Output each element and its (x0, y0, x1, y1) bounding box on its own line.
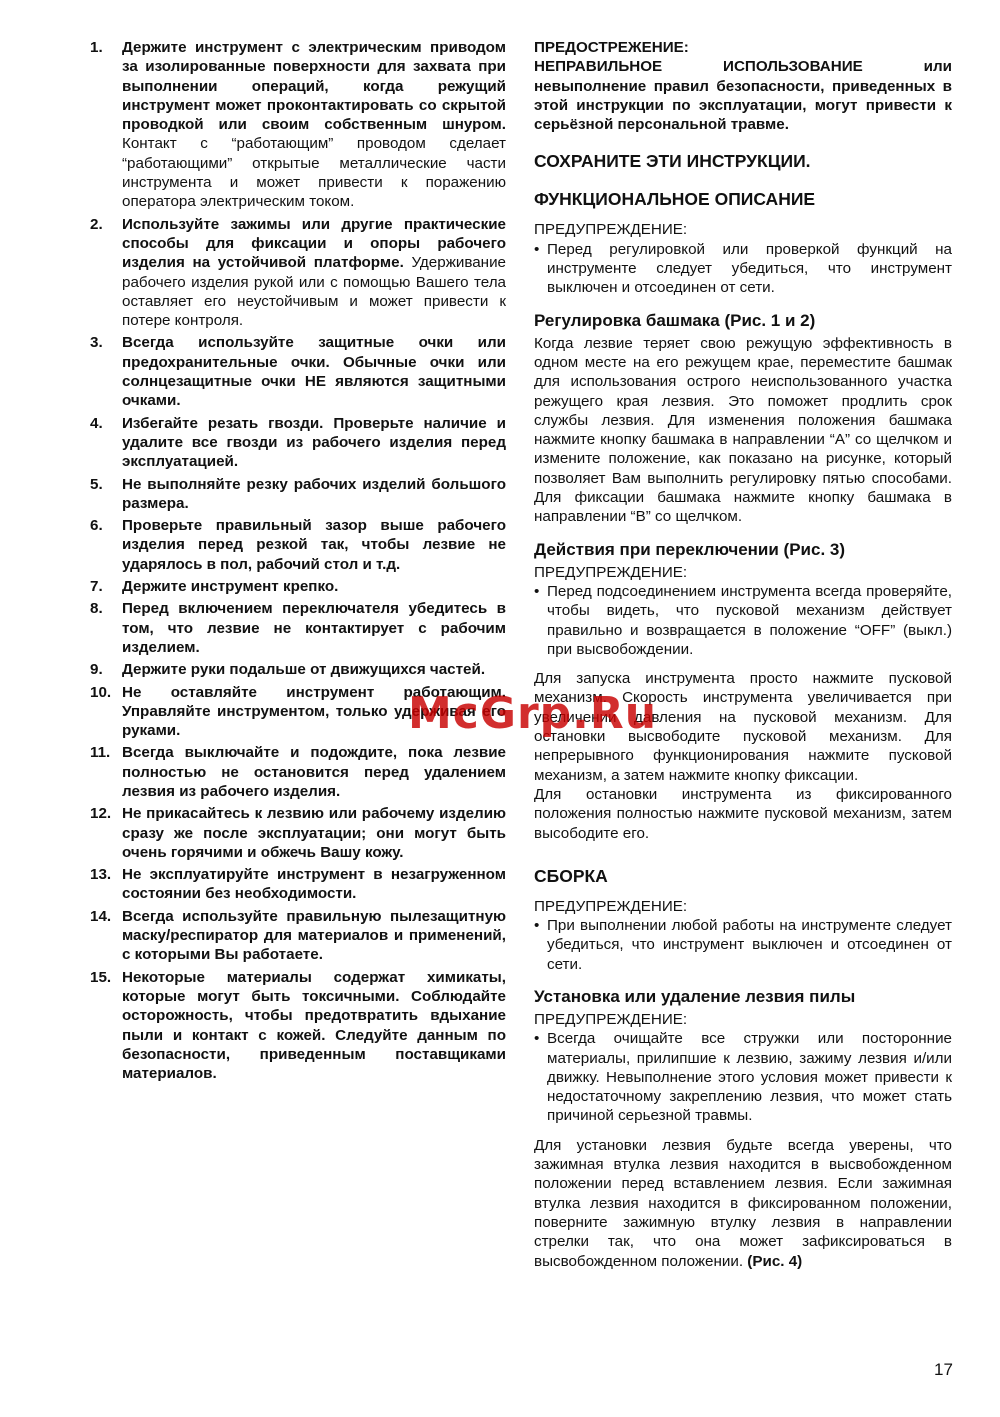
blade-install-body: Для установки лезвия будьте всегда уверены, что зажимная втулка лезвия находится в высвобожденном положении перед вставлением лезвия. Если зажимная втулка лезвия находится в фиксированном положении, поверните зажимную втулку лезвия в направлении стрелки так, что она может зафиксироваться в высвобожденном положении. (534, 1136, 952, 1270)
bullet-item (534, 1029, 952, 1125)
rule-bold-text: Не выполняйте резку рабочих изделий большого размера. (122, 475, 506, 512)
rule-bold-text: Используйте зажимы или другие практические способы для фиксации и опоры рабочего изделия на устойчивой платформе. (122, 215, 506, 272)
safety-rule-item (90, 743, 506, 801)
rule-number: 4. (90, 414, 103, 432)
bullet-item (534, 240, 952, 298)
rule-bold-text: Всегда используйте правильную пылезащитную маску/респиратор для материалов и применений, с которыми Вы работаете. (122, 907, 506, 964)
switch-action-heading: Действия при переключении (Рис. 3) (534, 539, 846, 559)
bullet-icon: • (534, 1030, 540, 1048)
rule-number: 13. (90, 866, 112, 884)
rule-number: 9. (90, 661, 103, 679)
rule-bold-text: Не эксплуатируйте инструмент в незагруженном состоянии без необходимости. (122, 866, 506, 903)
safety-rule-item (90, 215, 506, 331)
bullet-icon: • (534, 240, 540, 258)
warning-label: ПРЕДУПРЕЖДЕНИЕ: (534, 221, 688, 239)
bullet-icon: • (534, 917, 540, 935)
bullet-text: Перед подсоединением инструмента всегда проверяйте, чтобы видеть, что пусковой механизм действует правильно и возвращается в положение “OFF” (выкл.) при высвобождении. (547, 582, 952, 658)
rule-number: 12. (90, 805, 112, 823)
safety-rule-item (90, 865, 506, 904)
rule-bold-text: Не оставляйте инструмент работающим. Управляйте инструментом, только удерживая его руками. (122, 683, 506, 740)
safety-rules-list (90, 38, 506, 1083)
rule-normal-text: Контакт с “работающим” проводом сделает “работающими” открытые металлические части инструмента и может привести к поражению оператора электрическим током. (122, 135, 506, 211)
safety-rule-item (90, 414, 506, 472)
rule-number: 7. (90, 578, 103, 596)
bullet-text: Перед регулировкой или проверкой функций на инструменте следует убедиться, что инструмент выключен и отсоединен от сети. (547, 240, 952, 297)
rule-normal-text: Удерживание рабочего изделия рукой или с помощью Вашего тела оставляет его неустойчивым и может привести к потере контроля. (122, 254, 506, 330)
safety-rule-item (90, 333, 506, 410)
rule-bold-text: Избегайте резать гвозди. Проверьте наличие и удалите все гвозди из рабочего изделия перед эксплуатацией. (122, 414, 506, 471)
safety-rule-item (90, 599, 506, 657)
right-column (534, 38, 952, 1271)
left-column (90, 38, 506, 1086)
safety-rule-item (90, 660, 506, 679)
rule-bold-text: Держите руки подальше от движущихся частей. (122, 661, 486, 679)
rule-number: 2. (90, 215, 103, 233)
rule-number: 6. (90, 517, 103, 535)
assembly-heading: СБОРКА (534, 865, 608, 886)
safety-rule-item (90, 516, 506, 574)
safety-rule-item (90, 804, 506, 862)
blade-install-heading: Установка или удаление лезвия пилы (534, 986, 856, 1006)
bullet-item (534, 582, 952, 659)
rule-number: 10. (90, 683, 112, 701)
safety-rule-item (90, 475, 506, 514)
bullet-text: Всегда очищайте все стружки или посторонние материалы, прилипшие к лезвию, зажиму лезвия и/или движку. Невыполнение этого условия может привести к недостаточному закреплению лезвия, что может стать причиной серьезной травмы. (547, 1030, 952, 1125)
safety-rule-item (90, 38, 506, 212)
rule-bold-text: Всегда выключайте и подождите, пока лезвие полностью не остановится перед удалением лезвия из рабочего изделия. (122, 744, 506, 800)
page-number: 17 (934, 1360, 953, 1379)
blade-figure-ref: (Рис. 4) (743, 1252, 803, 1270)
warning-label: ПРЕДУПРЕЖДЕНИЕ: (534, 563, 688, 581)
switch-text-start: Для запуска инструмента просто нажмите пусковой механизм. Скорость инструмента увеличивается при увеличении давления на пусковой механизм. Для остановки высвободите пусковой механизм. Для непрерывного функционирования нажмите пусковой механизм, а затем нажмите кнопку фиксации. (534, 670, 952, 784)
rule-bold-text: Перед включением переключателя убедитесь в том, что лезвие не контактирует с рабочим изделием. (122, 600, 506, 656)
shoe-adjustment-text: Когда лезвие теряет свою режущую эффективность в одном месте на его режущем крае, переместите башмак для использования острого неиспользованного участка режущего края лезвия. Это поможет продлить срок службы лезвия. Для изменения положения башмака нажмите кнопку башмака в направлении “A” со щелчком и измените положение, как показано на рисунке, который позволяет Вам выполнить регулировку пятью способами. Для фиксации башмака нажмите кнопку башмака в направлении “B” со щелчком. (534, 334, 952, 526)
rule-bold-text: Держите инструмент с электрическим приводом за изолированные поверхности для захвата при выполнении операций, когда режущий инструмент может проконтактировать со скрытой проводкой или своим собственным шнуром. (122, 39, 506, 134)
safety-rule-item (90, 577, 506, 596)
bullet-item (534, 916, 952, 974)
rule-number: 3. (90, 334, 103, 352)
functional-description-heading: ФУНКЦИОНАЛЬНОЕ ОПИСАНИЕ (534, 189, 816, 210)
safety-rule-item (90, 968, 506, 1084)
rule-number: 8. (90, 600, 103, 618)
watermark: McGrp.Ru (408, 688, 658, 739)
rule-number: 14. (90, 907, 112, 925)
save-instructions-heading: СОХРАНИТЕ ЭТИ ИНСТРУКЦИИ. (534, 151, 811, 172)
rule-bold-text: Держите инструмент крепко. (122, 578, 339, 596)
rule-bold-text: Всегда используйте защитные очки или предохранительные очки. Обычные очки или солнцезащитные очки НЕ являются защитными очками. (122, 334, 506, 410)
bullet-text: При выполнении любой работы на инструменте следует убедиться, что инструмент выключен и отсоединен от сети. (547, 917, 952, 973)
rule-bold-text: Некоторые материалы содержат химикаты, которые могут быть токсичными. Соблюдайте осторожность, чтобы предотвратить вдыхание пыли и контакт с кожей. Следуйте данным по безопасности, приведенным поставщиками материалов. (122, 968, 506, 1083)
rule-number: 11. (90, 744, 111, 762)
shoe-adjustment-heading: Регулировка башмака (Рис. 1 и 2) (534, 310, 816, 330)
caution-title: ПРЕДОСТРЕЖЕНИЕ: (534, 39, 689, 56)
rule-number: 5. (90, 475, 103, 493)
switch-text-stop: Для остановки инструмента из фиксированного положения полностью нажмите пусковой механизм, затем высободите его. (534, 785, 952, 842)
rule-bold-text: Проверьте правильный зазор выше рабочего изделия перед резкой так, чтобы лезвие не ударялось в пол, рабочий стол и т.д. (122, 517, 506, 573)
rule-number: 1. (90, 39, 103, 56)
rule-number: 15. (90, 968, 112, 986)
blade-install-text (534, 1136, 952, 1271)
bullet-icon: • (534, 582, 540, 600)
safety-rule-item (90, 907, 506, 965)
warning-label: ПРЕДУПРЕЖДЕНИЕ: (534, 1010, 688, 1028)
warning-label: ПРЕДУПРЕЖДЕНИЕ: (534, 897, 688, 915)
caution-text: НЕПРАВИЛЬНОЕ ИСПОЛЬЗОВАНИЕ или невыполнение правил безопасности, приведенных в этой инструкции по эксплуатации, могут привести к серьёзной персональной травме. (534, 58, 952, 134)
rule-bold-text: Не прикасайтесь к лезвию или рабочему изделию сразу же после эксплуатации; они могут быть очень горячими и обжечь Вашу кожу. (122, 805, 506, 861)
